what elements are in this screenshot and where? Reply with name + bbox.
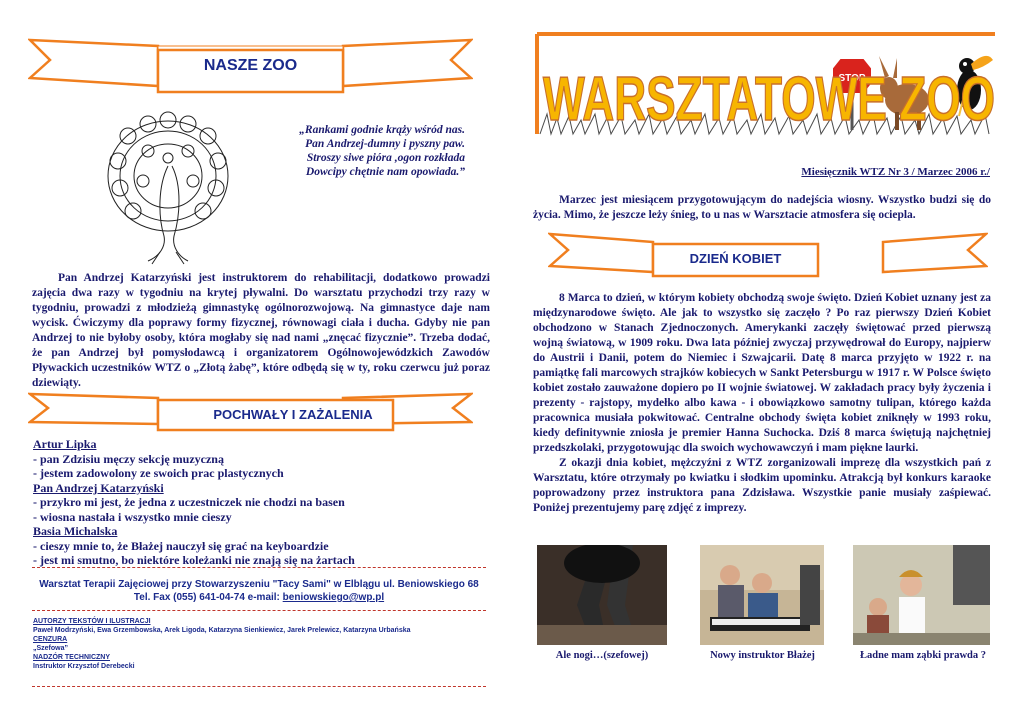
intro-paragraph: Marzec jest miesiącem przygotowującym do nadejścia wiosny. Wszystko budzi się do życia. Mimo, że jeszcze leży śnieg, to u nas w Warsztacie atmosfera się ociepla. [533, 194, 991, 221]
photo-instructor [700, 545, 824, 645]
list-item: - wiosna nastała i wszystko mnie cieszy [33, 509, 232, 524]
contact-phone [32, 591, 486, 604]
credits-tech-label: NADZÓR TECHNICZNY [33, 654, 110, 661]
contact-phone-text: Tel. Fax (055) 641-04-74 e-mail: [133, 592, 283, 603]
pochwaly-ribbon [28, 388, 473, 434]
list-author: Pan Andrzej Katarzyński [33, 480, 164, 495]
contact-address: Warsztat Terapii Zajęciowej przy Stowarzyszeniu "Tacy Sami" w Elblągu ul. Beniowskiego 68 [39, 579, 479, 590]
list-author: Artur Lipka [33, 437, 97, 451]
credits-authors: Paweł Modrzyński, Ewa Grzembowska, Arek Ligoda, Katarzyna Sienkiewicz, Jarek Prelewicz, Katarzyna Urbańska [33, 627, 411, 634]
list-item: - jest mi smutno, bo niektóre koleżanki nie znają się na żartach [33, 553, 355, 567]
photo-caption: Ale nogi…(szefowej) [555, 650, 649, 661]
credits-censor-label: CENZURA [33, 636, 68, 643]
photo-caption: Nowy instruktor Błażej [710, 650, 815, 661]
article-andrzej [32, 271, 490, 391]
dzien-kobiet-title: DZIEŃ KOBIET [689, 251, 782, 266]
poem [250, 123, 465, 179]
divider [32, 686, 486, 687]
issue-info: Miesięcznik WTZ Nr 3 / Marzec 2006 r./ [801, 166, 990, 178]
dzien-kobiet-ribbon [548, 232, 988, 282]
credits-censor: „Szefowa” [33, 645, 69, 652]
masthead-graphic [535, 30, 997, 140]
photo-smile [853, 545, 990, 645]
pochwaly-list [33, 437, 483, 568]
article-andrzej-text: Pan Andrzej Katarzyński jest instruktorem do rehabilitacji, dodatkowo prowadzi zajęcia dwa razy w tygodniu na krytej pływalni. Do warsztatu przychodzi trzy razy w tygodniu, prowadzi z młodzieżą gimnastykę ogólnorozwojową. Na gimnastyce daje nam wycisk. Ćwiczymy dla poprawy formy fizycznej, równowagi ciała i ducha. Gdyby nie pan Andrzej to nie byłoby osoby, która mogłaby się nad nami „znęcać fizycznie”. Trzeba dodać, że pan Andrzej był pomysłodawcą i organizatorem Ogólnowojewódzkich Zawodów Pływackich uczestników WTZ o „Złotą żabę”, które odbędą się w ty, roku czerwcu już poraz dziewiąty. [32, 272, 490, 389]
list-author: Basia Michalska [33, 524, 118, 538]
poem-line: „Rankami godnie krąży wśród nas. [299, 124, 465, 136]
stop-sign-text: STOP [838, 73, 866, 84]
credits-tech: Instruktor Krzysztof Derebecki [33, 663, 135, 670]
article-p2: Z okazji dnia kobiet, mężczyźni z WTZ zorganizowali imprezę dla wszystkich pań z Warsztatu, które otrzymały po kwiatku i słodkim upominku. Atrakcją był konkurs karaoke poprowadzony przez instruktora pana Zdzisława. Wszystkie panie musiały zaśpiewać. Poniżej prezentujemy parę zdjęć z imprezy. [533, 457, 991, 514]
photo-caption: Ładne mam ząbki prawda ? [859, 650, 986, 661]
nasze-zoo-ribbon [28, 38, 473, 96]
list-item: - cieszy mnie to, że Błażej nauczył się grać na keyboardzie [33, 538, 329, 553]
list-item: - przykro mi jest, że jedna z uczestniczek nie chodzi na basen [33, 495, 345, 509]
pochwaly-title: POCHWAŁY I ZAŻALENIA [213, 407, 373, 422]
intro-text [533, 193, 991, 223]
poem-line: Dowcipy chętnie nam opowiada.” [305, 166, 465, 178]
contact-info [32, 578, 486, 604]
credits-authors-label: AUTORZY TEKSTÓW I ILUSTRACJI [33, 618, 151, 625]
article-dzien-kobiet [533, 291, 991, 516]
email-link[interactable]: beniowskiego@wp.pl [282, 592, 385, 603]
divider [32, 567, 486, 568]
photo-legs [537, 545, 667, 645]
peacock-illustration [88, 106, 248, 266]
article-p1: 8 Marca to dzień, w którym kobiety obchodzą swoje święto. Dzień Kobiet uznany jest za międzynarodowe święto. Ale jak to wszystko się zaczęło ? Po raz pierwszy Dzień Kobiet obchodzono w Stanach Zjednoczonych. Amerykanki zaczęły świętować przed pierwszą wojną światową, w 1909 roku. Dwa lata później zwyczaj przywędrował do Europy, najpierw do Austrii i Danii, potem do Niemiec i Szwajcarii. Datę 8 marca przyjęto w 1922 r. na pamiątkę fali marcowych strajków kobiecych w Sankt Petersburgu w 1917 r. W Polsce święto kobiet zostało zauważone dopiero po II wojnie światowej. W zakładach pracy były życzenia i prezenty - rajstopy, mydełko albo kawa - i obowiązkowo samotny tulipan, którego każda pracownica musiała pokwitować. Centralne obchody święta kobiet zniknęły w 1993 roku, kiedy definitywnie zniosła je premier Hanna Suchocka. Dziś 8 marca świętują najchętniej przedszkolaki, przygotowując dla swoich wychowawczyń i mam piękne laurki. [533, 292, 991, 454]
list-item: - pan Zdzisiu męczy sekcję muzyczną [33, 451, 224, 466]
poem-line: Stroszy siwe pióra ,ogon rozkłada [306, 152, 465, 164]
list-item: - jestem zadowolony ze swoich prac plastycznych [33, 466, 284, 480]
divider [32, 610, 486, 611]
masthead-title: WARSZTATOWE ZOO [543, 65, 995, 134]
masthead [535, 30, 997, 140]
credits [33, 617, 483, 671]
nasze-zoo-title: NASZE ZOO [203, 57, 298, 74]
poem-line: Pan Andrzej-dumny i pyszny paw. [305, 138, 465, 150]
